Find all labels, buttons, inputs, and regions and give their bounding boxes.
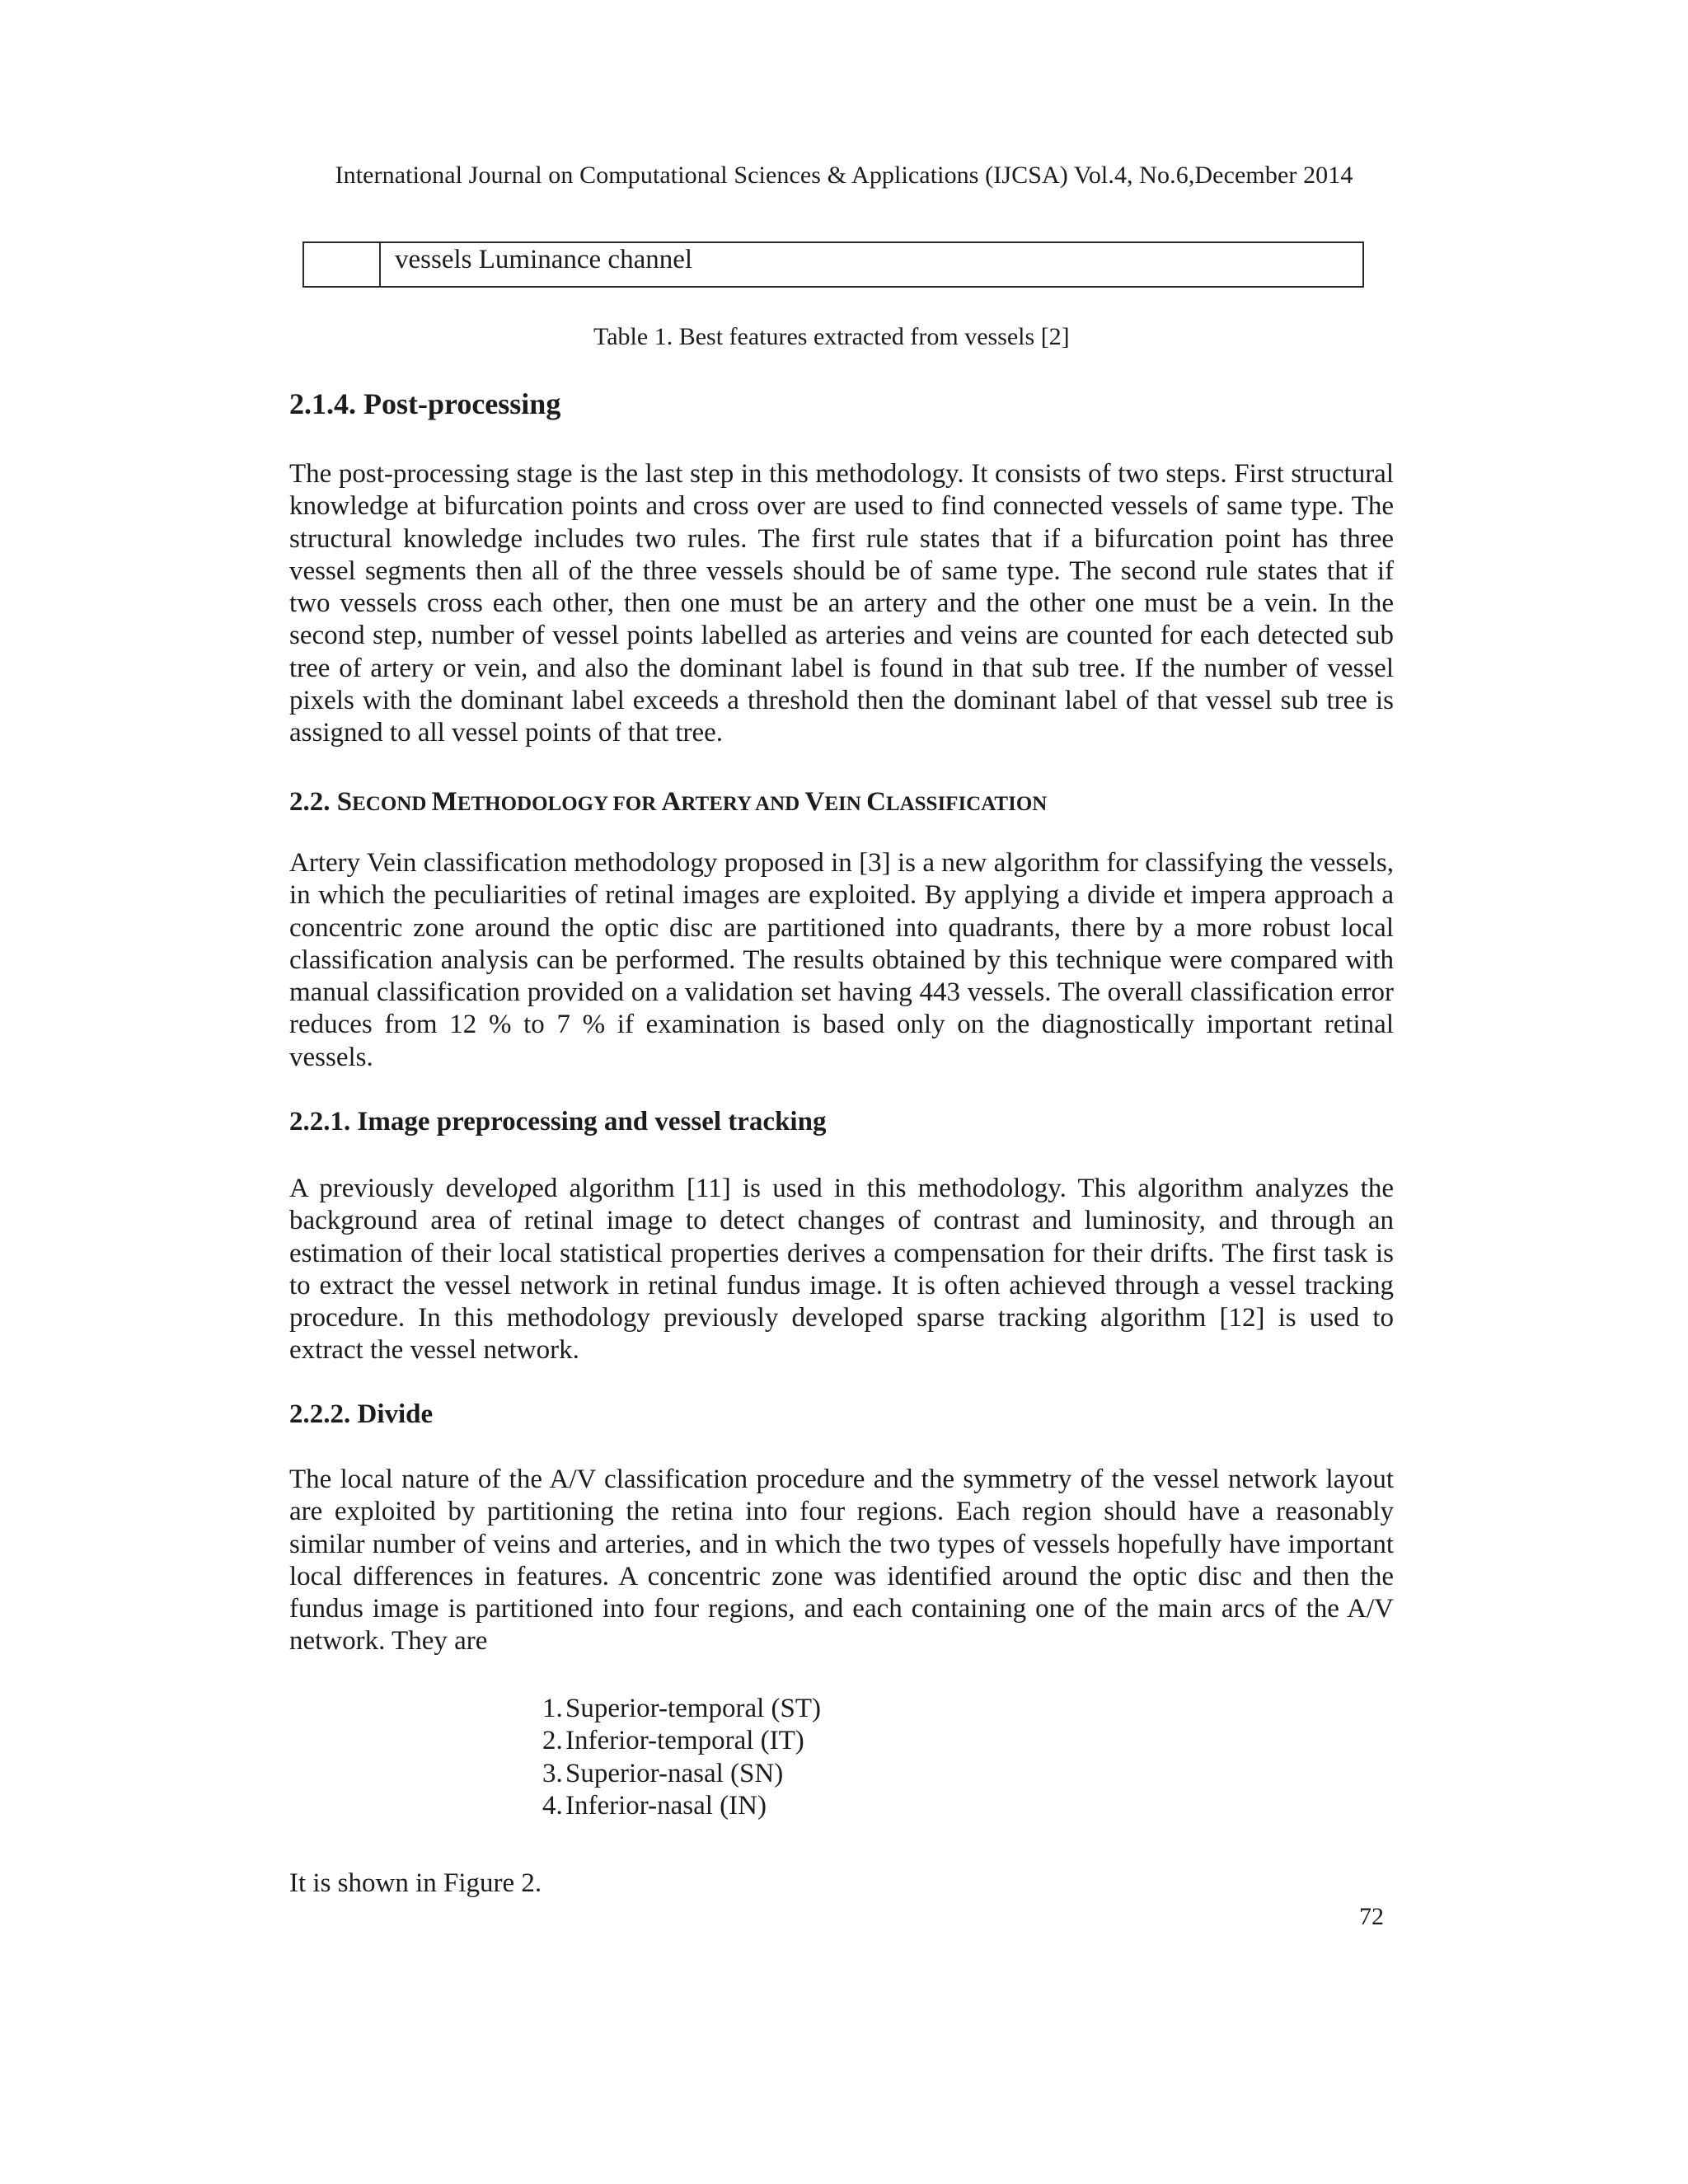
list-item: 4.Inferior-nasal (IN)	[542, 1790, 767, 1821]
page-number: 72	[1359, 1903, 1384, 1930]
running-header: International Journal on Computational Sciences & Applications (IJCSA) Vol.4, No.6,December 2014	[335, 162, 1353, 189]
heading-cap: C	[866, 787, 886, 817]
list-item: 3.Superior-nasal (SN)	[542, 1758, 784, 1788]
italic-letter: p	[518, 1174, 532, 1203]
heading-smallcaps: ETHODOLOGY FOR	[457, 793, 662, 815]
heading-number: 2.2.	[289, 787, 337, 817]
second-methodology-paragraph: Artery Vein classification methodology proposed in [3] is a new algorithm for classifying the vessels, in which the peculiarities of retinal images are exploited. By applying a divide et impera approach a concentric zone around the optic disc are partitioned into quadrants, there by a more robust local classification analysis can be performed. The results obtained by this technique were compared with manual classification provided on a validation set having 443 vessels. The overall classification error reduces from 12 % to 7 % if examination is based only on the diagnostically important retinal vessels.	[289, 848, 1394, 1072]
table-cell: vessels Luminance channel	[395, 245, 693, 274]
image-preprocessing-paragraph	[289, 1173, 1394, 1367]
section-heading-post-processing: 2.1.4. Post-processing	[289, 387, 561, 420]
figure-reference-sentence: It is shown in Figure 2.	[289, 1868, 542, 1898]
list-item: 1.Superior-temporal (ST)	[542, 1694, 822, 1723]
list-item: 2.Inferior-temporal (IT)	[542, 1726, 804, 1756]
table-caption: Table 1. Best features extracted from vessels [2]	[593, 323, 1070, 350]
heading-smallcaps: EIN	[824, 793, 867, 815]
paragraph-text: ed algorithm [11] is used in this methodology. This algorithm analyzes the background area of retinal image to detect changes of contrast and luminosity, and through an estimation of their local statistical properties derives a compensation for their drifts. The first task is to extract the vessel network in retinal fundus image. It is often achieved through a vessel tracking procedure. In this methodology previously developed sparse tracking algorithm [12] is used to extract the vessel network.	[289, 1174, 1394, 1366]
heading-smallcaps: ECOND	[352, 793, 432, 815]
heading-smallcaps: RTERY AND	[681, 793, 805, 815]
heading-cap: A	[661, 787, 682, 817]
paragraph-text: A previously develo	[289, 1174, 518, 1203]
heading-smallcaps: LASSIFICATION	[885, 793, 1048, 815]
section-heading-second-methodology	[289, 787, 1047, 818]
post-processing-paragraph: The post-processing stage is the last step in this methodology. It consists of two steps. First structural knowledge at bifurcation points and cross over are used to find connected vessels of same type. The structural knowledge includes two rules. The first rule states that if a bifurcation point has three vessel segments then all of the three vessels should be of same type. The second rule states that if two vessels cross each other, then one must be an artery and the other one must be a vein. In the second step, number of vessel points labelled as arteries and veins are counted for each detected sub tree of artery or vein, and also the dominant label is found in that sub tree. If the number of vessel pixels with the dominant label exceeds a threshold then the dominant label of that vessel sub tree is assigned to all vessel points of that tree.	[289, 459, 1394, 748]
regions-list	[542, 1693, 821, 1822]
table-column-divider	[379, 243, 381, 286]
heading-cap: V	[804, 787, 825, 817]
divide-paragraph: The local nature of the A/V classification procedure and the symmetry of the vessel network layout are exploited by partitioning the retina into four regions. Each region should have a reasonably similar number of veins and arteries, and in which the two types of vessels hopefully have important local differences in features. A concentric zone was identified around the optic disc and then the fundus image is partitioned into four regions, and each containing one of the main arcs of the A/V network. They are	[289, 1465, 1394, 1657]
section-heading-divide: 2.2.2. Divide	[289, 1399, 434, 1429]
heading-cap: M	[431, 787, 457, 817]
heading-cap: S	[336, 787, 353, 817]
features-table-fragment	[302, 241, 1364, 288]
section-heading-image-preprocessing: 2.2.1. Image preprocessing and vessel tracking	[289, 1107, 827, 1137]
